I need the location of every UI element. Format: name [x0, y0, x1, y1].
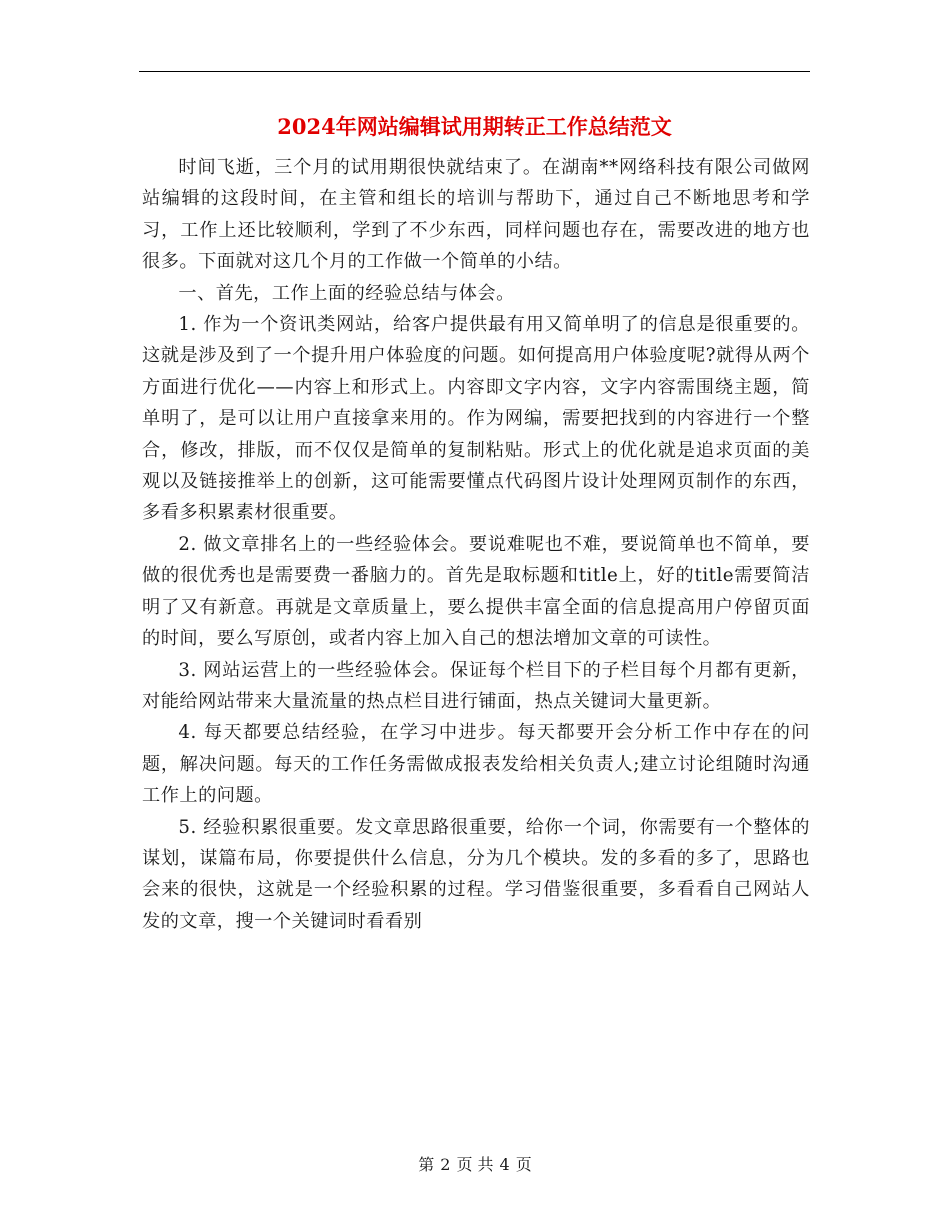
paragraph-item-1: 1. 作为一个资讯类网站，给客户提供最有用又简单明了的信息是很重要的。这就是涉及到了一个提升用户体验度的问题。如何提高用户体验度呢?就得从两个方面进行优化——内容上和形式上。内容即文字内容，文字内容需围绕主题，简单明了，是可以让用户直接拿来用的。作为网编，需要把找到的内容进行一个整合，修改，排版，而不仅仅是简单的复制粘贴。形式上的优化就是追求页面的美观以及链接推举上的创新，这可能需要懂点代码图片设计处理网页制作的东西，多看多积累素材很重要。: [142, 314, 810, 524]
section-heading: 一、首先，工作上面的经验总结与体会。: [178, 282, 515, 304]
paragraph-item-2: 2. 做文章排名上的一些经验体会。要说难呢也不难，要说简单也不简单，要做的很优秀也是需要费一番脑力的。首先是取标题和title上，好的title需要简洁明了又有新意。再就是文章质量上，要么提供丰富全面的信息提高用户停留页面的时间，要么写原创，或者内容上加入自己的想法增加文章的可读性。: [142, 533, 810, 650]
paragraph-intro: 时间飞逝，三个月的试用期很快就结束了。在湖南**网络科技有限公司做网站编辑的这段时间，在主管和组长的培训与帮助下，通过自己不断地思考和学习，工作上还比较顺利，学到了不少东西，同样问题也存在，需要改进的地方也很多。下面就对这几个月的工作做一个简单的小结。: [142, 157, 810, 273]
footer-middle: 页 共: [456, 1155, 494, 1174]
paragraph-item-4: 4. 每天都要总结经验，在学习中进步。每天都要开会分析工作中存在的问题，解决问题。每天的工作任务需做成报表发给相关负责人;建立讨论组随时沟通工作上的问题。: [142, 722, 810, 807]
footer-total-pages: 4: [499, 1155, 510, 1174]
paragraph-item-5: 5. 经验积累很重要。发文章思路很重要，给你一个词，你需要有一个整体的谋划，谋篇布局，你要提供什么信息，分为几个模块。发的多看的多了，思路也会来的很快，这就是一个经验积累的过程。学习借鉴很重要，多看看自己网站人发的文章，搜一个关键词时看看别: [142, 816, 810, 932]
document-body: [142, 152, 810, 937]
footer-page-number: 2: [440, 1155, 451, 1174]
footer-prefix: 第: [418, 1155, 435, 1174]
paragraph-item-3: 3. 网站运营上的一些经验体会。保证每个栏目下的子栏目每个月都有更新，对能给网站带来大量流量的热点栏目进行铺面，热点关键词大量更新。: [142, 659, 810, 712]
footer-suffix: 页: [515, 1155, 532, 1174]
header-rule: [139, 71, 810, 72]
page-footer: [0, 1153, 950, 1177]
document-title: 2024年网站编辑试用期转正工作总结范文: [277, 114, 672, 139]
